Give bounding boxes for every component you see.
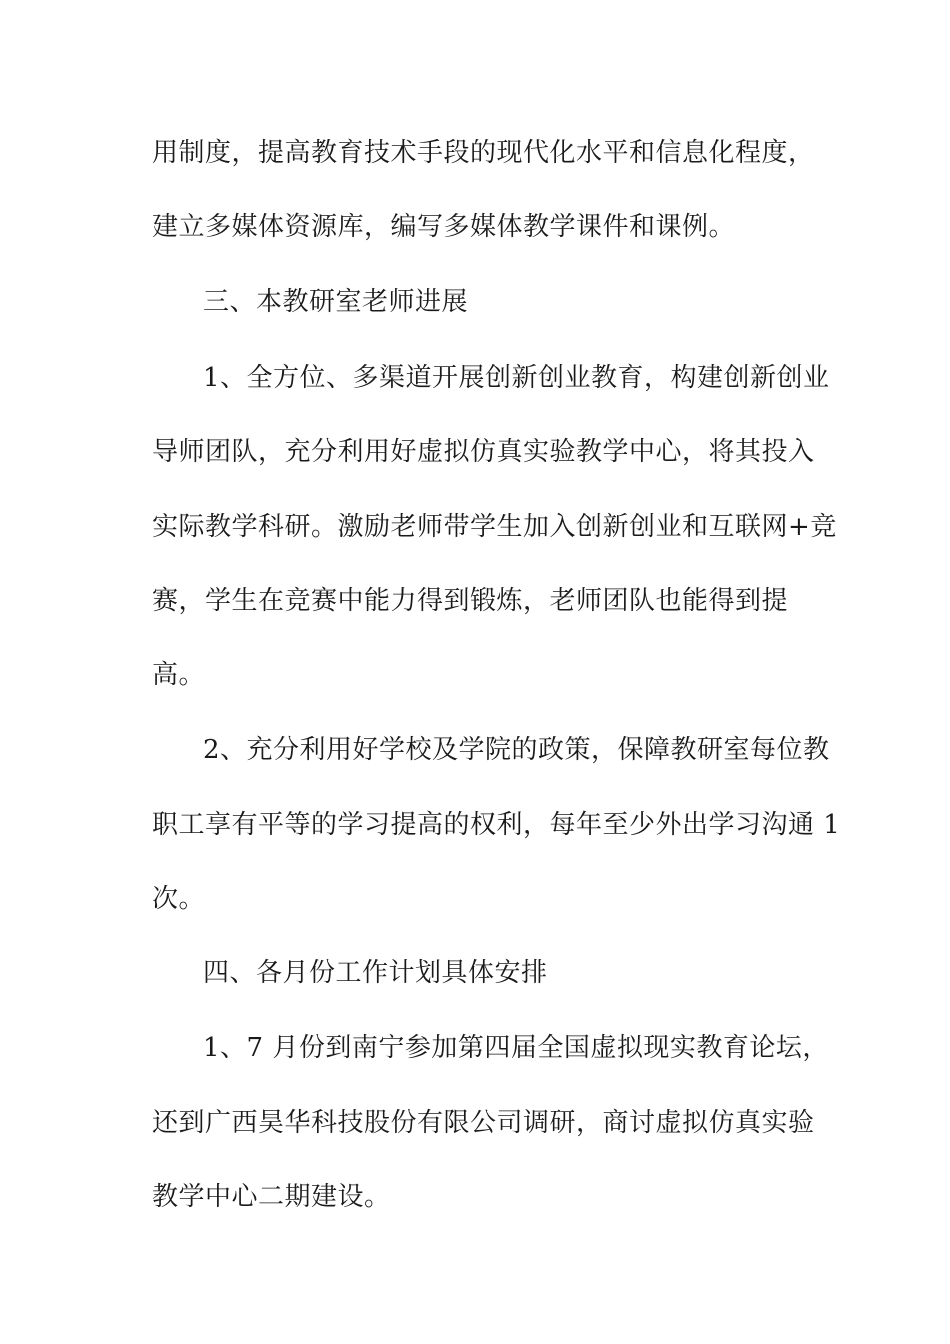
body-text-line: 赛，学生在竞赛中能力得到锻炼，老师团队也能得到提 xyxy=(152,586,789,616)
body-text-line: 教学中心二期建设。 xyxy=(152,1182,391,1212)
body-text-line: 高。 xyxy=(152,660,206,690)
body-text-line: 2、充分利用好学校及学院的政策，保障教研室每位教 xyxy=(203,735,830,765)
body-text-line: 还到广西昊华科技股份有限公司调研，商讨虚拟仿真实验 xyxy=(152,1108,815,1138)
section-heading: 三、本教研室老师进展 xyxy=(203,287,469,317)
body-text-line: 建立多媒体资源库，编写多媒体教学课件和课例。 xyxy=(152,212,736,242)
section-heading: 四、各月份工作计划具体安排 xyxy=(203,958,548,988)
body-text-line: 1、7 月份到南宁参加第四届全国虚拟现实教育论坛， xyxy=(203,1033,829,1063)
body-text-line: 次。 xyxy=(152,884,206,914)
body-text-line: 职工享有平等的学习提高的权利，每年至少外出学习沟通 1 xyxy=(152,810,841,840)
body-text-line: 实际教学科研。激励老师带学生加入创新创业和互联网+竞 xyxy=(152,512,837,542)
body-text-line: 用制度，提高教育技术手段的现代化水平和信息化程度， xyxy=(152,138,815,168)
body-text-line: 导师团队，充分利用好虚拟仿真实验教学中心，将其投入 xyxy=(152,437,815,467)
body-text-line: 1、全方位、多渠道开展创新创业教育，构建创新创业 xyxy=(203,363,830,393)
